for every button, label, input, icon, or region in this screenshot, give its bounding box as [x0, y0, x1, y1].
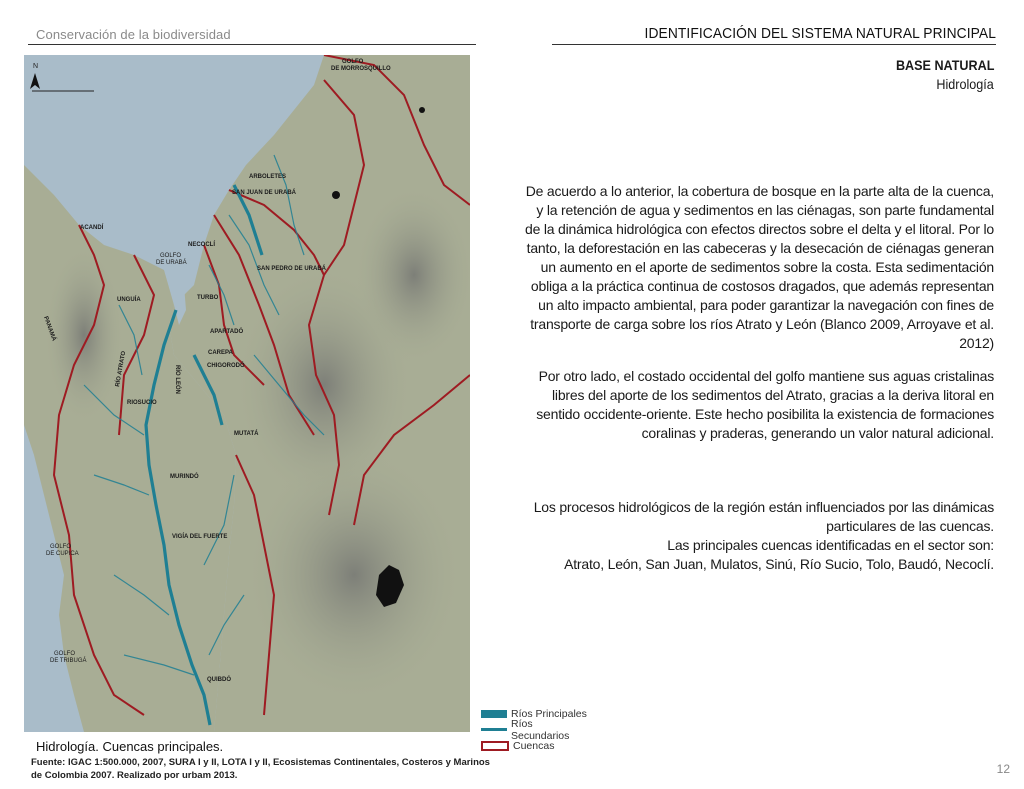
figure-caption: Hidrología. Cuencas principales. [36, 739, 224, 754]
map-label-quibdo: QUIBDÓ [207, 677, 231, 683]
hydrology-map [24, 55, 470, 732]
map-label-golfo-morrosquillo-2: DE MORROSQUILLO [331, 66, 391, 72]
basins-list: Atrato, León, San Juan, Mulatos, Sinú, Río Sucio, Tolo, Baudó, Necoclí. [564, 556, 994, 572]
map-label-acandi: ACANDÍ [80, 225, 104, 231]
map-label-panama: PANAMÁ [42, 315, 57, 343]
map-label-turbo: TURBO [197, 295, 219, 301]
map-label-carepa: CAREPA [208, 350, 233, 356]
map-label-unguia: UNGUÍA [117, 297, 141, 303]
document-section-title: Conservación de la biodiversidad [36, 27, 231, 42]
header-rule-right [552, 44, 996, 45]
map-label-mutata: MUTATÁ [234, 431, 259, 437]
relief-east [354, 185, 470, 365]
chapter-title: IDENTIFICACIÓN DEL SISTEMA NATURAL PRINCIPAL [644, 25, 996, 42]
map-label-golfo-morrosquillo-1: GOLFO [342, 59, 364, 65]
map-label-golfo-tribuga-1: GOLFO [54, 651, 76, 657]
map-label-vigia-fuerte: VIGÍA DEL FUERTE [172, 534, 228, 540]
map-label-san-pedro-uraba: SAN PEDRO DE URABÁ [257, 266, 327, 272]
urban-area [419, 107, 425, 113]
map-label-arboletes: ARBOLETES [249, 174, 287, 180]
section-subtitle: Hidrología [936, 76, 994, 92]
figure-source: Fuente: IGAC 1:500.000, 2007, SURA I y II, LOTA I y II, Ecosistemas Continentales, Costeros y Marinos de Colombia 2007. Realizado por urbam 2013. [31, 757, 490, 781]
map-label-golfo-uraba-2: DE URABÁ [156, 260, 187, 266]
map-label-apartado: APARTADÓ [210, 329, 244, 335]
header-rule-left [28, 44, 476, 45]
paragraph-west-coast: Por otro lado, el costado occidental del golfo mantiene sus aguas cristalinas libres del aporte de los sedimentos del Atrato, gracias a la deriva litoral en sentido occidente-oriente. Este hecho posibilita la existencia de formaciones coralinas y praderas, generando un valor natural adicional. [536, 368, 994, 441]
north-label: N [33, 63, 39, 70]
legend-label: Ríos Secundarios [511, 718, 570, 742]
map-label-chigorodo: CHIGORODÓ [207, 363, 245, 369]
map-label-golfo-uraba-1: GOLFO [160, 253, 182, 259]
map-label-golfo-tribuga-2: DE TRIBUGÁ [50, 658, 87, 664]
map-label-riosucio: RIOSUCIO [127, 400, 157, 406]
map-label-golfo-cupica-2: DE CUPICA [46, 551, 79, 557]
paragraph-deforestation: De acuerdo a lo anterior, la cobertura de bosque en la parte alta de la cuenca, y la retención de agua y sedimentos en las ciénagas, son parte fundamental de la dinámica hidrológica con efectos directos sobre el delta y el litoral. Por lo tanto, la deforestación en las cabeceras y la desecación de ciénagas generan un aumento en el aporte de sedimentos sobre la costa. Esta sedimentación obliga a la práctica continua de costosos dragados, que además representan un alto impacto ambiental, para poder garantizar la navegación con fines de transporte de carga sobre los ríos Atrato y León (Blanco 2009, Arroyave et al. 2012) [525, 183, 994, 351]
secondary-river-swatch [481, 728, 507, 731]
section-title: BASE NATURAL [895, 57, 994, 73]
map-label-murindo: MURINDÓ [170, 474, 199, 480]
basin-swatch [481, 741, 509, 751]
map-label-san-juan-uraba: SAN JUAN DE URABÁ [232, 190, 297, 196]
legend-label: Cuencas [513, 740, 555, 752]
page-number: 12 [996, 762, 1010, 776]
basins-heading: Las principales cuencas identificadas en el sector son: [667, 537, 994, 553]
main-river-swatch [481, 710, 507, 718]
basins-intro: Los procesos hidrológicos de la región están influenciados por las dinámicas particulares de las cuencas. [533, 499, 994, 534]
map-legend [481, 706, 591, 754]
legend-label: Ríos Principales [511, 708, 587, 720]
map-label-golfo-cupica-1: GOLFO [50, 544, 72, 550]
legend-item-secondary-rivers [481, 718, 591, 742]
relief-south [244, 445, 464, 705]
urban-area [332, 191, 340, 199]
map-label-necocli: NECOCLÍ [188, 242, 215, 248]
relief-west [44, 245, 124, 425]
map-label-rio-atrato: RÍO ATRATO [115, 350, 128, 388]
map-label-rio-leon: RÍO LEÓN [174, 365, 180, 395]
paragraph-basins [524, 498, 994, 574]
